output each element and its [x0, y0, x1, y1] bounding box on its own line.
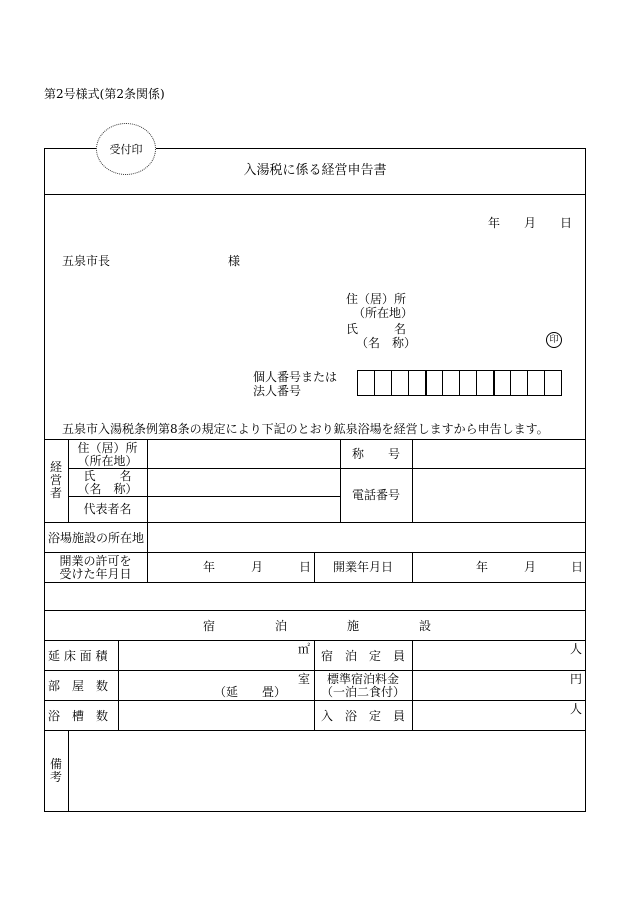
lodging-header-4: 設	[419, 619, 432, 633]
phone-label: 電話番号	[351, 488, 400, 502]
business-name-label: 称 号	[351, 447, 400, 461]
floor-area-unit: ㎡	[298, 642, 311, 656]
capacity-unit: 人	[570, 642, 583, 656]
declaration-text: 五泉市入湯税条例第8条の規定により下記のとおり鉱泉浴場を経営しますから申告します。	[62, 422, 549, 436]
personal-number-box[interactable]	[527, 370, 545, 396]
lodging-right-divider	[412, 640, 413, 730]
lodging-label-divider	[118, 640, 119, 730]
operator-right-divider	[412, 439, 413, 522]
form-title: 入湯税に係る経営申告書	[243, 163, 387, 178]
date-day: 日	[560, 216, 573, 230]
date-year: 年	[488, 216, 501, 230]
lodging-header-2: 泊	[275, 619, 288, 633]
personal-number-box[interactable]	[425, 370, 443, 396]
lodging-header-3: 施	[347, 619, 360, 633]
rate-unit: 円	[570, 672, 583, 686]
facility-location-label: 浴場施設の所在地	[48, 531, 145, 545]
personal-number-label-2: 法人番号	[253, 384, 302, 398]
personal-number-box[interactable]	[493, 370, 511, 396]
operator-address-label: 住（居）所	[77, 441, 138, 455]
personal-number-box[interactable]	[544, 370, 562, 396]
rooms-unit: 室	[298, 672, 311, 686]
applicant-address-sub: （所在地）	[353, 306, 414, 320]
permit-label-2: 受けた年月日	[59, 567, 132, 581]
receipt-stamp: 受付印	[96, 123, 156, 175]
rooms-sub: （延 畳）	[214, 685, 287, 699]
permit-day: 日	[299, 560, 312, 574]
title-divider	[44, 194, 586, 195]
applicant-address-label: 住（居）所	[346, 292, 407, 306]
label-column-divider	[147, 439, 148, 582]
standard-rate-sub: （一泊二食付）	[320, 685, 405, 699]
seal-mark: 印	[546, 332, 562, 348]
capacity-label: 宿 泊 定 員	[320, 649, 405, 663]
lodging-row-rule-1	[44, 670, 586, 671]
rooms-label: 部 屋 数	[48, 679, 109, 693]
bathing-capacity-label: 入 浴 定 員	[320, 709, 405, 723]
personal-number-box[interactable]	[510, 370, 528, 396]
floor-area-label: 延 床 面 積	[48, 649, 108, 663]
permit-year: 年	[203, 560, 216, 574]
operator-address-sub: （所在地）	[77, 454, 138, 468]
addressee-honorific: 様	[228, 254, 241, 268]
applicant-name-sub: （名 称）	[356, 336, 417, 350]
lodging-header-rule	[44, 640, 586, 641]
form-number: 第2号様式(第2条関係)	[44, 87, 165, 101]
permit-label-1: 開業の許可を	[59, 554, 132, 568]
baths-label: 浴 槽 数	[48, 709, 109, 723]
lodging-row-rule-2	[44, 700, 586, 701]
operator-name-sub: （名 称）	[77, 482, 138, 496]
representative-label: 代表者名	[83, 502, 132, 516]
operator-row-rule-2	[68, 496, 340, 497]
location-bottom-rule	[44, 552, 586, 553]
personal-number-box[interactable]	[442, 370, 460, 396]
blank-row-rule	[44, 610, 586, 611]
operator-bottom-rule	[44, 522, 586, 523]
operator-section-label: 経営者	[49, 460, 62, 500]
lodging-bottom-rule	[44, 730, 586, 731]
personal-number-box[interactable]	[357, 370, 375, 396]
permit-bottom-rule	[44, 582, 586, 583]
operator-name-label: 氏 名	[83, 469, 132, 483]
bathing-unit: 人	[570, 702, 583, 716]
permit-right-divider	[412, 552, 413, 582]
personal-number-label-1: 個人番号または	[253, 370, 338, 384]
personal-number-box[interactable]	[476, 370, 494, 396]
personal-number-box[interactable]	[408, 370, 426, 396]
permit-month: 月	[251, 560, 264, 574]
opening-day: 日	[571, 560, 584, 574]
addressee-mayor: 五泉市長	[62, 254, 111, 268]
applicant-name-label: 氏 名	[346, 322, 407, 336]
personal-number-box[interactable]	[391, 370, 409, 396]
lodging-header-1: 宿	[203, 619, 216, 633]
opening-year: 年	[476, 560, 489, 574]
opening-date-label: 開業年月日	[332, 560, 393, 574]
remarks-label: 備考	[49, 757, 62, 784]
remarks-divider	[68, 730, 69, 812]
standard-rate-label: 標準宿泊料金	[326, 672, 399, 686]
personal-number-box[interactable]	[374, 370, 392, 396]
date-month: 月	[524, 216, 537, 230]
personal-number-box[interactable]	[459, 370, 477, 396]
table-top-rule	[44, 439, 586, 440]
opening-month: 月	[524, 560, 537, 574]
